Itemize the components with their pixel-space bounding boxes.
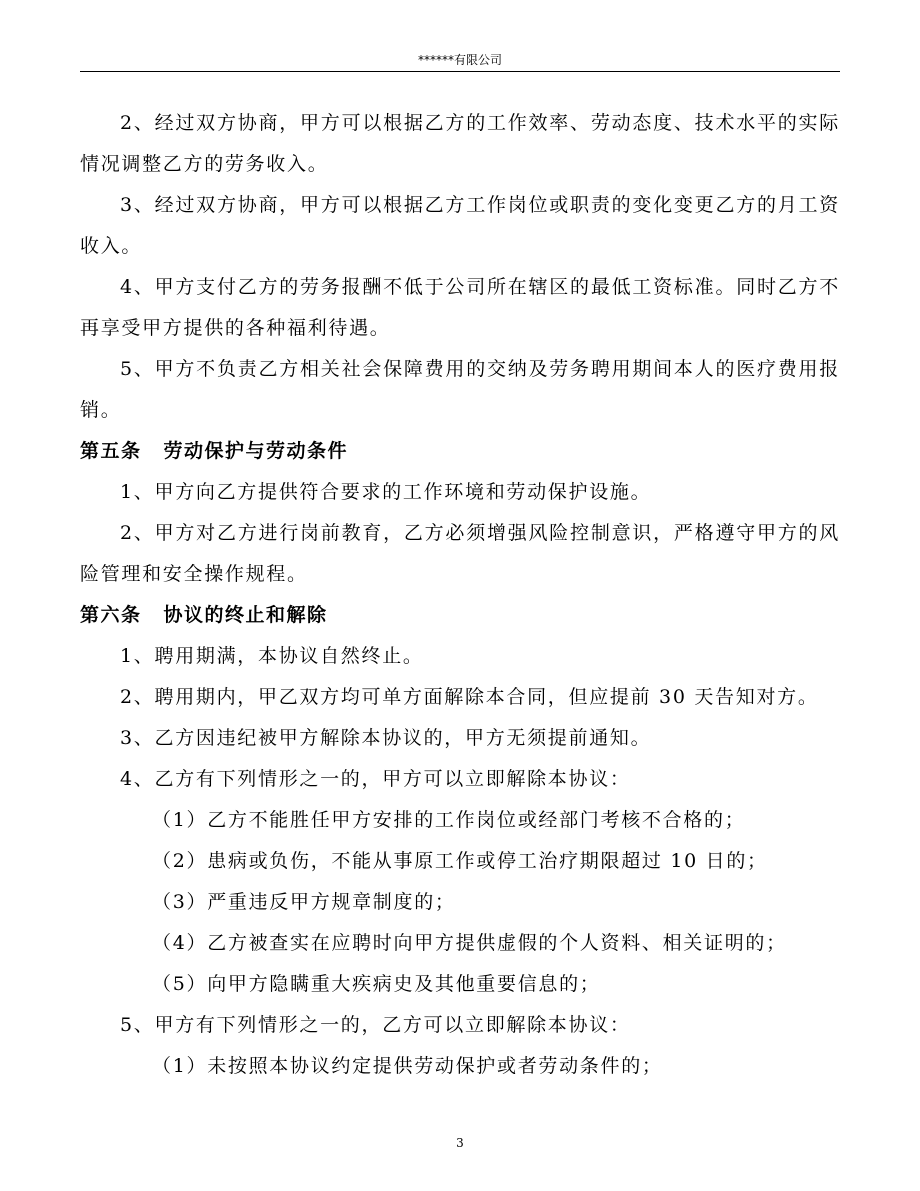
article-6-number: 第六条 xyxy=(80,604,142,626)
article-5-number: 第五条 xyxy=(80,440,142,462)
article-6-item: 5、甲方有下列情形之一的，乙方可以立即解除本协议： xyxy=(120,1014,631,1036)
article-6-sub-item: （1）乙方不能胜任甲方安排的工作岗位或经部门考核不合格的； xyxy=(152,809,746,831)
paragraph-minimum-wage: 4、甲方支付乙方的劳务报酬不低于公司所在辖区的最低工资标准。同时乙方不再享受甲方提供的各种福利待遇。 xyxy=(80,276,840,339)
paragraph-social-security: 5、甲方不负责乙方相关社会保障费用的交纳及劳务聘用期间本人的医疗费用报销。 xyxy=(80,358,840,421)
article-6-sub-item: （4）乙方被查实在应聘时向甲方提供虚假的个人资料、相关证明的； xyxy=(152,932,787,954)
paragraph-salary-change: 3、经过双方协商，甲方可以根据乙方工作岗位或职责的变化变更乙方的月工资收入。 xyxy=(80,194,840,257)
article-6-sub-item: （3）严重违反甲方规章制度的； xyxy=(152,891,456,913)
article-5-item: 2、甲方对乙方进行岗前教育，乙方必须增强风险控制意识，严格遵守甲方的风险管理和安全操作规程。 xyxy=(80,522,840,585)
document-body xyxy=(80,103,840,1087)
article-6-heading xyxy=(80,595,840,636)
paragraph-adjust-income: 2、经过双方协商，甲方可以根据乙方的工作效率、劳动态度、技术水平的实际情况调整乙方的劳务收入。 xyxy=(80,112,840,175)
article-6-item: 3、乙方因违纪被甲方解除本协议的，甲方无须提前通知。 xyxy=(120,727,652,749)
article-6-sub-item: （2）患病或负伤，不能从事原工作或停工治疗期限超过 10 日的； xyxy=(152,850,768,872)
article-6-sub-item: （5）向甲方隐瞒重大疾病史及其他重要信息的； xyxy=(152,973,601,995)
article-6-item: 4、乙方有下列情形之一的，甲方可以立即解除本协议： xyxy=(120,768,631,790)
page-header-company: ******有限公司 xyxy=(417,53,502,67)
article-6-item: 2、聘用期内，甲乙双方均可单方面解除本合同，但应提前 30 天告知对方。 xyxy=(120,686,819,708)
article-6-title: 协议的终止和解除 xyxy=(163,604,328,626)
article-5-title: 劳动保护与劳动条件 xyxy=(163,440,349,462)
article-5-item: 1、甲方向乙方提供符合要求的工作环境和劳动保护设施。 xyxy=(120,481,652,503)
page-number: 3 xyxy=(456,1136,464,1150)
header-divider xyxy=(80,71,840,72)
article-6-item: 1、聘用期满，本协议自然终止。 xyxy=(120,645,424,667)
article-6-sub-item: （1）未按照本协议约定提供劳动保护或者劳动条件的； xyxy=(152,1055,663,1077)
article-5-heading xyxy=(80,431,840,472)
